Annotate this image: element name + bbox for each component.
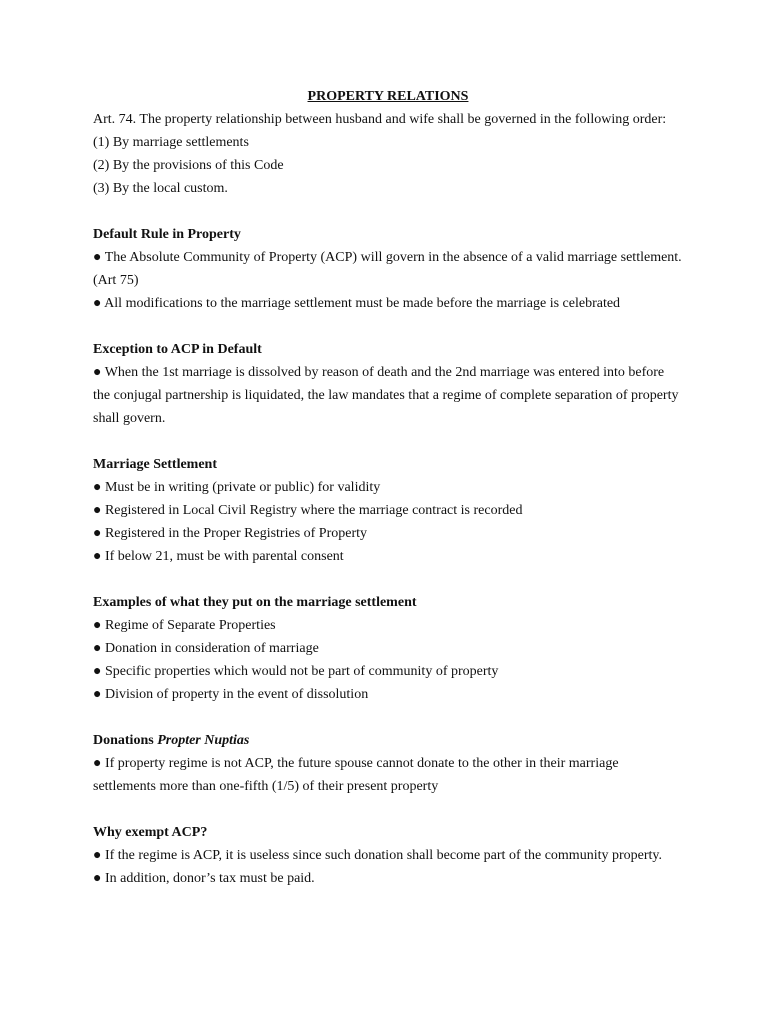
heading-text: Why exempt ACP? [93, 825, 208, 840]
section-marriage-settlement [93, 453, 683, 568]
heading-text: Marriage Settlement [93, 457, 217, 472]
heading-text: Donations [93, 733, 158, 748]
bullet-item: ● If below 21, must be with parental consent [93, 549, 344, 564]
order-list [93, 131, 683, 200]
bullet-item: ● All modifications to the marriage settlement must be made before the marriage is celebrated [93, 296, 621, 311]
bullet-list [93, 614, 683, 706]
document-content [93, 85, 683, 890]
bullet-list [93, 361, 683, 430]
section-examples [93, 591, 683, 706]
bullet-item: ● Regime of Separate Properties [93, 618, 276, 633]
section-heading [93, 591, 683, 614]
section-why-exempt [93, 821, 683, 890]
bullet-list [93, 844, 683, 890]
section-donations [93, 729, 683, 798]
section-exception [93, 338, 683, 430]
bullet-list [93, 476, 683, 568]
section-heading [93, 453, 683, 476]
bullet-item: ● Specific properties which would not be part of community of property [93, 664, 499, 679]
section-heading [93, 223, 683, 246]
bullet-item: ● When the 1st marriage is dissolved by reason of death and the 2nd marriage was entered into before the conjugal partnership is liquidated, the law mandates that a regime of complete separation of property shall govern. [93, 365, 679, 426]
bullet-item: ● In addition, donor’s tax must be paid. [93, 871, 315, 886]
order-item: (1) By marriage settlements [93, 135, 249, 150]
section-default-rule [93, 223, 683, 315]
bullet-item: ● If the regime is ACP, it is useless since such donation shall become part of the community property. [93, 848, 662, 863]
bullet-item: ● Must be in writing (private or public) for validity [93, 480, 381, 495]
bullet-item: ● Donation in consideration of marriage [93, 641, 319, 656]
bullet-item: ● If property regime is not ACP, the future spouse cannot donate to the other in their marriage settlements more than one-fifth (1/5) of their present property [93, 756, 619, 794]
section-heading [93, 338, 683, 361]
bullet-item: ● Registered in the Proper Registries of Property [93, 526, 368, 541]
bullet-item: ● Registered in Local Civil Registry where the marriage contract is recorded [93, 503, 523, 518]
order-item: (3) By the local custom. [93, 181, 228, 196]
section-heading [93, 729, 683, 752]
heading-text: Exception to ACP in Default [93, 342, 262, 357]
page-title: PROPERTY RELATIONS [307, 89, 469, 104]
bullet-list [93, 752, 683, 798]
section-heading [93, 821, 683, 844]
bullet-item: ● The Absolute Community of Property (ACP) will govern in the absence of a valid marriage settlement. (Art 75) [93, 250, 682, 288]
order-item: (2) By the provisions of this Code [93, 158, 284, 173]
heading-italic-text: Propter Nuptias [157, 733, 250, 748]
article-text: Art. 74. The property relationship between husband and wife shall be governed in the following order: [93, 112, 667, 127]
heading-text: Examples of what they put on the marriage settlement [93, 595, 417, 610]
bullet-item: ● Division of property in the event of dissolution [93, 687, 369, 702]
heading-text: Default Rule in Property [93, 227, 241, 242]
bullet-list [93, 246, 683, 315]
